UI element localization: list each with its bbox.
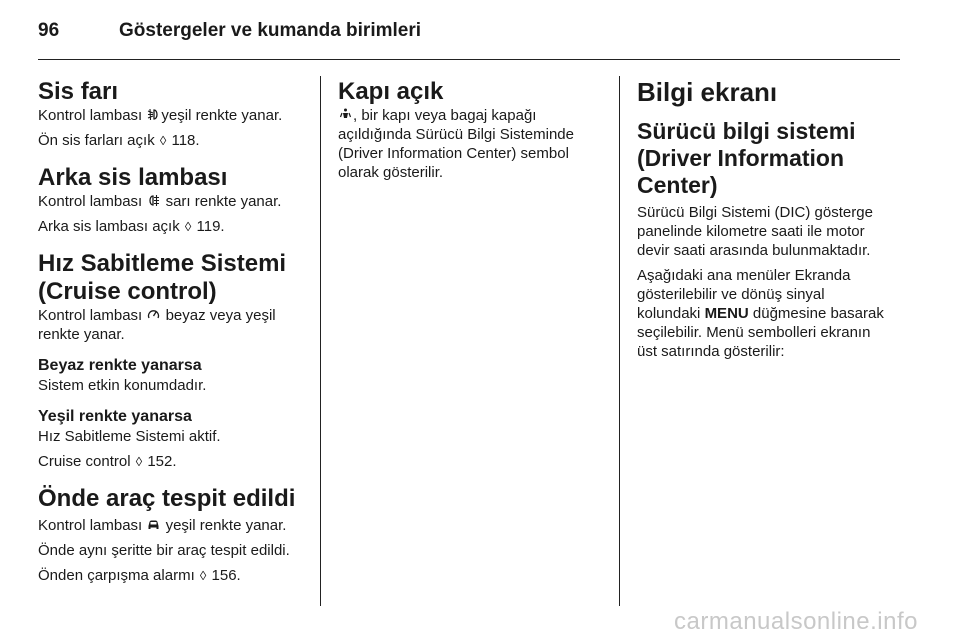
cruise-ref: Cruise control ◊ 152. bbox=[38, 453, 177, 470]
page-ref-icon: ◊ bbox=[159, 133, 167, 148]
dic-heading-line-1: Sürücü bilgi sistemi bbox=[637, 118, 856, 144]
cruise-control-icon bbox=[147, 308, 160, 322]
vehicle-ahead-text-3: Önden çarpışma alarmı ◊ 156. bbox=[38, 567, 241, 584]
fog-light-text-2: Ön sis farları açık ◊ 118. bbox=[38, 132, 200, 149]
dic-para-2-line-1: Aşağıdaki ana menüler Ekranda bbox=[637, 267, 851, 284]
door-open-icon bbox=[339, 108, 352, 122]
vehicle-ahead-icon bbox=[147, 518, 160, 532]
vehicle-ahead-heading: Önde araç tespit edildi bbox=[38, 485, 296, 512]
dic-para-2-line-5: üst satırında gösterilir: bbox=[637, 343, 785, 360]
watermark: carmanualsonline.info bbox=[674, 608, 918, 635]
rear-fog-light-icon bbox=[147, 194, 160, 208]
vehicle-ahead-text-2: Önde aynı şeritte bir araç tespit edildi. bbox=[38, 542, 290, 559]
page-number: 96 bbox=[38, 20, 60, 41]
dic-para-1-line-2: panelinde kilometre saati ile motor bbox=[637, 223, 865, 240]
white-text: Sistem etkin konumdadır. bbox=[38, 377, 207, 394]
door-open-text-3: (Driver Information Center) sembol bbox=[338, 145, 569, 162]
rear-fog-text-1: Kontrol lambası sarı renkte yanar. bbox=[38, 193, 282, 210]
column-divider-left bbox=[320, 76, 321, 606]
dic-para-2-line-3: kolundaki MENU düğmesine basarak bbox=[637, 305, 884, 322]
column-1 bbox=[38, 78, 310, 585]
header-rule bbox=[38, 59, 900, 60]
column-divider-right bbox=[619, 76, 620, 606]
door-open-heading: Kapı açık bbox=[338, 78, 444, 105]
white-subheading: Beyaz renkte yanarsa bbox=[38, 357, 202, 374]
info-display-heading: Bilgi ekranı bbox=[637, 77, 778, 107]
rear-fog-text-2: Arka sis lambası açık ◊ 119. bbox=[38, 218, 225, 235]
dic-para-2-line-4: seçilebilir. Menü sembolleri ekranın bbox=[637, 324, 871, 341]
column-2 bbox=[338, 78, 608, 182]
column-3 bbox=[637, 78, 907, 361]
cruise-heading-line-2: (Cruise control) bbox=[38, 278, 217, 305]
cruise-text-1: Kontrol lambası beyaz veya yeşil bbox=[38, 307, 276, 324]
vehicle-ahead-text-1: Kontrol lambası yeşil renkte yanar. bbox=[38, 517, 287, 534]
page-ref-icon: ◊ bbox=[184, 219, 192, 234]
green-text: Hız Sabitleme Sistemi aktif. bbox=[38, 428, 221, 445]
running-head: Göstergeler ve kumanda birimleri bbox=[119, 20, 422, 41]
dic-heading-line-2: (Driver Information Center) bbox=[637, 145, 845, 198]
dic-para-2-line-2: gösterilebilir ve dönüş sinyal bbox=[637, 286, 825, 303]
door-open-text-4: olarak gösterilir. bbox=[338, 164, 444, 181]
cruise-text-2: renkte yanar. bbox=[38, 326, 125, 343]
cruise-heading-line-1: Hız Sabitleme Sistemi bbox=[38, 250, 287, 277]
rear-fog-heading: Arka sis lambası bbox=[38, 164, 228, 191]
front-fog-light-icon bbox=[147, 108, 160, 122]
page-ref-icon: ◊ bbox=[135, 454, 143, 469]
menu-keyword: MENU bbox=[704, 305, 749, 322]
page-ref-icon: ◊ bbox=[199, 568, 207, 583]
dic-para-1-line-1: Sürücü Bilgi Sistemi (DIC) gösterge bbox=[637, 204, 873, 221]
dic-para-1-line-3: devir saati arasında bulunmaktadır. bbox=[637, 242, 871, 259]
fog-light-heading: Sis farı bbox=[38, 78, 119, 105]
door-open-text-2: açıldığında Sürücü Bilgi Sisteminde bbox=[338, 126, 574, 143]
fog-light-text-1: Kontrol lambası yeşil renkte yanar. bbox=[38, 107, 283, 124]
door-open-text-1: , bir kapı veya bagaj kapağı bbox=[338, 106, 608, 125]
green-subheading: Yeşil renkte yanarsa bbox=[38, 408, 192, 425]
